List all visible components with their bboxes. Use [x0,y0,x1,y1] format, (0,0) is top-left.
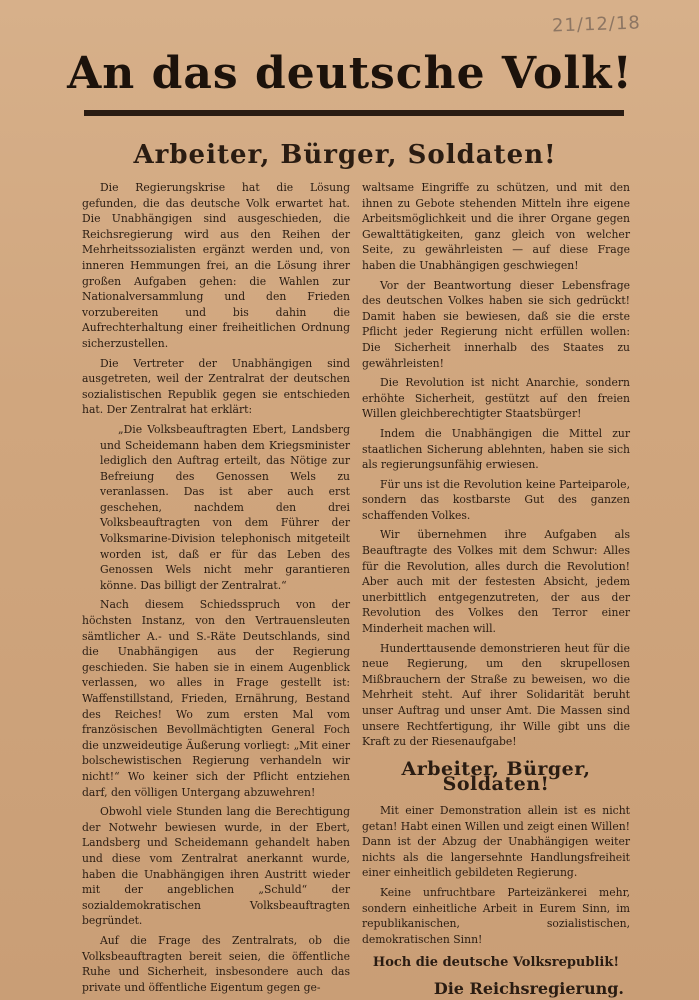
signature: Die Reichsregierung. [433,978,624,998]
headline: An das deutsche Volk! [67,48,633,99]
headline-rule [84,110,624,116]
zentralrat-quote: „Die Volksbeauftragten Ebert, Landsberg und Scheidemann haben dem Kriegsminister lediglich den Auftrag erteilt, das Nötige zur Befreiung des Genossen Wels zu veranlassen. Das ist aber auch erst geschehen, nachdem den drei Volksbeauftragten von dem Führer der Volksmarine-Division telephonisch mitgeteilt worden ist, daß er für das Leben des Genossen Wels nicht mehr garantieren könne. Das billigt der Zentralrat.“ [100,422,350,592]
paragraph: Die Revolution ist nicht Anarchie, sondern erhöhte Sicherheit, gestützt auf den freien Willen gleichberechtigter Staatsbürger! [362,376,630,421]
paragraph: Die Vertreter der Unabhängigen sind ausgetreten, weil der Zentralrat der deutschen sozialistischen Republik gegen sie entschieden hat. Der Zentralrat hat erklärt: [82,356,350,417]
paragraph: Die Regierungskrise hat die Lösung gefunden, die das deutsche Volk erwartet hat. Die Unabhängigen sind ausgeschieden, die Reichsregierung wird aus den Reihen der Mehrheitssozialisten ergänzt werden und, von inneren Hemmungen frei, an die Lösung ihrer großen Aufgaben gehen: die Wahlen zur Nationalversammlung und den Frieden vorzubereiten und bis dahin die Aufrechterhaltung einer freiheitlichen Ordnung sicherzustellen. [82,181,350,350]
paragraph: Wir übernehmen ihre Aufgaben als Beauftragte des Volkes mit dem Schwur: Alles für die Revolution, alles durch die Revolution! Aber auch mit der festesten Absicht, jedem unerbittlich entgegenzutreten, der aus der Revolution des Volkes den Terror einer Minderheit machen will. [362,528,630,636]
paragraph: waltsame Eingriffe zu schützen, und mit den ihnen zu Gebote stehenden Mitteln ihre eigene Arbeitsmöglichkeit und die ihrer Organe gegen Gewalttätigkeiten, ganz gleich von welcher Seite, zu gewährleisten — auf diese Frage haben die Unabhängigen geschwiegen! [362,181,630,272]
paragraph: Vor der Beantwortung dieser Lebensfrage des deutschen Volkes haben sie sich gedrückt! Damit haben sie bewiesen, daß sie die erste Pflicht jeder Regierung nicht erfüllen wollen: Die Sicherheit innerhalb des Staates zu gewährleisten! [362,278,630,370]
subtitle: Arbeiter, Bürger, Soldaten! [133,140,557,170]
paragraph: Auf die Frage des Zentralrats, ob die Volksbeauftragten bereit seien, die öffentliche Ruhe und Sicherheit, insbesondere auch das private und öffentliche Eigentum gegen ge- [82,933,350,994]
paragraph: Für uns ist die Revolution keine Parteiparole, sondern das kostbarste Gut des ganzen schaffenden Volkes. [362,477,630,522]
right-subtitle: Arbeiter, Bürger, Soldaten! [401,757,591,796]
left-column [82,180,350,999]
paragraph: Keine unfruchtbare Parteizänkerei mehr, sondern einheitliche Arbeit in Eurem Sinn, im republikanischen, sozialistischen, demokratischen Sinn! [362,885,630,946]
paragraph: Indem die Unabhängigen die Mittel zur staatlichen Sicherung ablehnten, haben sie sich als regierungsunfähig erwiesen. [362,426,630,472]
right-column [362,180,630,997]
paragraph: Obwohl viele Stunden lang die Berechtigung der Notwehr bewiesen wurde, in der Ebert, Landsberg und Scheidemann gehandelt haben und diese vom Zentralrat anerkannt wurde, haben die Unabhängigen ihren Austritt wieder mit der angeblichen „Schuld“ der sozialdemokratischen Volksbeauftragten begründet. [82,805,350,928]
paragraph: Hunderttausende demonstrieren heut für die neue Regierung, um den skrupellosen Mißbrauchern der Straße zu beweisen, wo die Mehrheit steht. Auf ihrer Solidarität beruht unser Auftrag und unser Amt. Die Massen sind unsere Rechtfertigung, ihr Wille gibt uns die Kraft zu der Riesenaufgabe! [362,641,630,749]
closing-slogan: Hoch die deutsche Volksrepublik! [372,955,620,971]
paragraph: Mit einer Demonstration allein ist es nicht getan! Habt einen Willen und zeigt einen Willen! Dann ist der Abzug der Unabhängigen weiter nichts als die langersehnte Handlungsfreiheit einer einheitlich gebildeten Regierung. [362,803,630,880]
archive-pencil-note: 21/12/18 [551,12,642,37]
paragraph: Nach diesem Schiedsspruch von der höchsten Instanz, von den Vertrauensleuten sämtlicher A.- und S.-Räte Deutschlands, sind die Unabhängigen aus der Regierung geschieden. Sie haben sie in einem Augenblick verlassen, wo alles in Frage gestellt ist: Waffenstillstand, Frieden, Ernährung, Bestand des Reiches! Wo zum ersten Mal vom französischen Bevollmächtigten General Foch die unzweideutige Äußerung vorliegt: „Mit einer bolschewistischen Regierung verhandeln wir nicht!“ Wo keiner sich der Pflicht entziehen darf, den völligen Untergang abzuwehren! [82,598,350,799]
